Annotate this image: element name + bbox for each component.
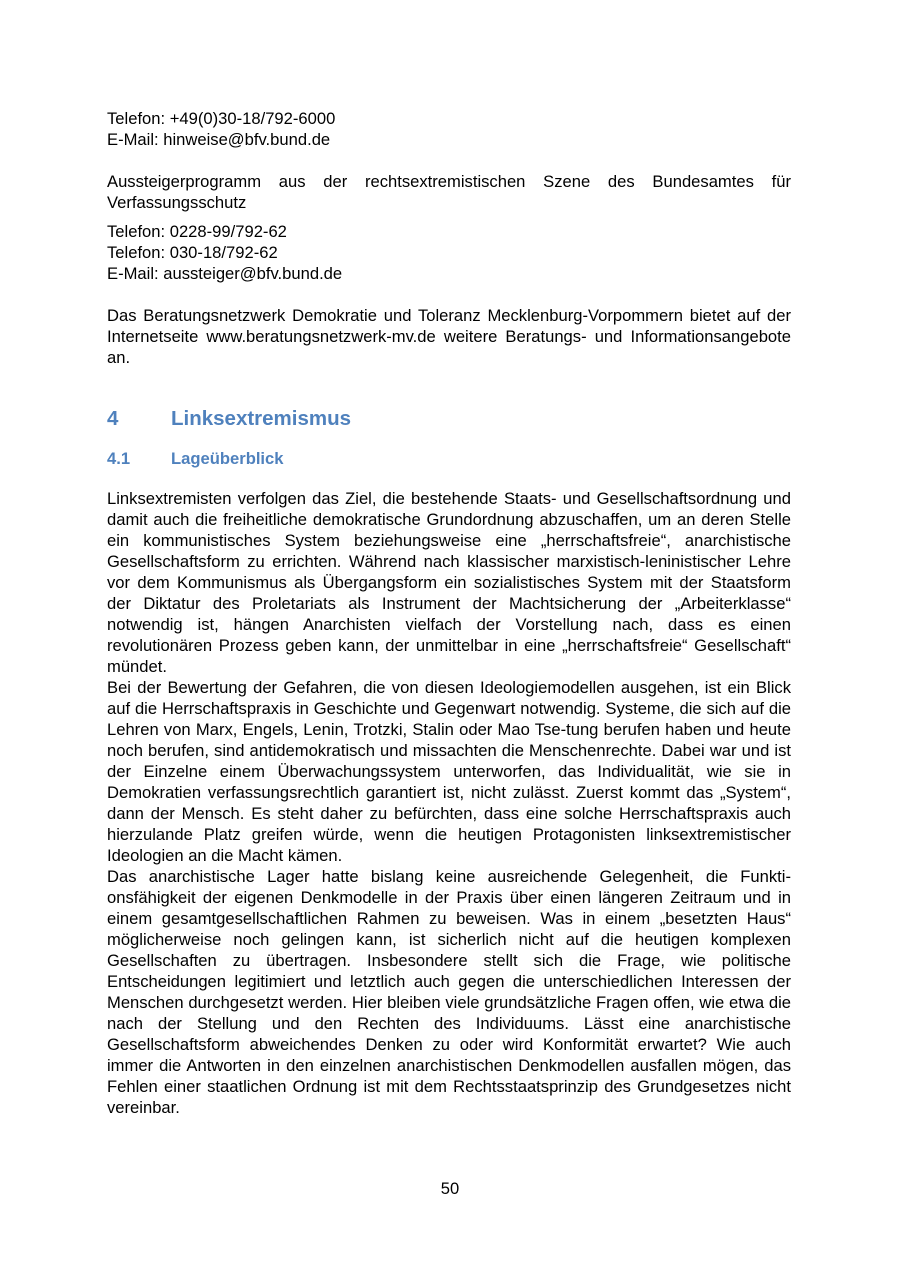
program-phone-1: Telefon: 0228-99/792-62 (107, 222, 287, 241)
spacer (107, 469, 791, 488)
spacer (107, 431, 791, 448)
contact-email: E-Mail: hinweise@bfv.bund.de (107, 130, 331, 149)
spacer (107, 368, 791, 407)
subsection-heading (107, 448, 791, 469)
body-paragraph-3: Das anarchistische Lager hatte bislang keine ausreichende Gelegenheit, die Funktionsfähigkeit der eigenen Denkmodelle in der Praxis über einen längeren Zeitraum und in einem gesamtgesellschaftlichen Rahmen zu beweisen. Was in einem „besetzten Haus“ möglicherweise noch gelingen kann, ist sicherlich nicht auf die heutigen komplexen Gesellschaften zu übertragen. Insbesondere stellt sich die Frage, wie politische Entscheidungen legitimiert und letztlich auch gegen die unterschiedlichen Interessen der Menschen durchgesetzt werden. Hier bleiben viele grundsätzliche Fragen offen, wie etwa die nach der Stellung und den Rechten des Individuums. Lässt eine anarchistische Gesellschaftsform abweichendes Denken zu oder wird Konformität erwartet? Wie auch immer die Antworten in den einzelnen anarchistischen Denkmodellen ausfallen mögen, das Fehlen einer staatlichen Ordnung ist mit dem Rechtsstaatsprinzip des Grundgesetzes nicht vereinbar. (107, 867, 791, 1117)
spacer (107, 213, 791, 221)
section-title: Linksextremismus (171, 407, 352, 430)
program-title: Aussteigerprogramm aus der rechtsextremistischen Szene des Bundesamtes für Verfassungsschutz (107, 172, 791, 212)
section-heading (107, 407, 791, 431)
document-page (107, 108, 791, 1118)
spacer (107, 284, 791, 305)
contact-phone: Telefon: +49(0)30-18/792-6000 (107, 109, 336, 128)
program-email: E-Mail: aussteiger@bfv.bund.de (107, 264, 343, 283)
subsection-title: Lageüberblick (171, 449, 284, 468)
body-paragraph-2: Bei der Bewertung der Gefahren, die von diesen Ideologiemodellen ausgehen, ist ein Blick auf die Herrschaftspraxis in Geschichte und Gegenwart notwendig. Systeme, die sich auf die Lehren von Marx, Engels, Lenin, Trotzki, Stalin oder Mao Tse-tung berufen haben und heute noch berufen, sind antidemokratisch und missachten die Menschenrechte. Dabei war und ist der Einzelne einem Überwachungssystem unterworfen, das Individualität, wie sie in Demokratien verfassungsrechtlich garantiert ist, nicht zulässt. Zuerst kommt das „System“, dann der Mensch. Es steht daher zu befürchten, dass eine solche Herrschaftspraxis auch hierzulande Platz greifen würde, wenn die heutigen Protagonisten linksextremistischer Ideologien an die Macht kämen. (107, 678, 791, 865)
section-number: 4 (107, 407, 119, 430)
network-paragraph: Das Beratungsnetzwerk Demokratie und Toleranz Mecklenburg-Vorpommern bietet auf der Internetseite www.beratungsnetzwerk-mv.de weitere Beratungs- und Informationsangebote an. (107, 306, 791, 367)
body-paragraph-1: Linksextremisten verfolgen das Ziel, die bestehende Staats- und Gesellschaftsordnung und damit auch die freiheitliche demokratische Grundordnung abzuschaffen, um an deren Stelle ein kommunistisches System beziehungsweise eine „herrschaftsfreie“, anarchistische Gesellschaftsform zu errichten. Während nach klassischer marxistisch-leninistischer Lehre vor dem Kommunismus als Übergangsform ein sozialistisches System mit der Staatsform der Diktatur des Proletariats als Instrument der Machtsicherung der „Arbeiterklasse“ notwendig ist, hängen Anarchisten vielfach der Vorstellung nach, dass es einen revolutionären Prozess geben kann, der unmittelbar in eine „herrschaftsfreie“ Gesellschaft“ mündet. (107, 489, 791, 676)
program-phone-2: Telefon: 030-18/792-62 (107, 243, 278, 262)
page-number: 50 (440, 1179, 460, 1198)
spacer (107, 150, 791, 171)
subsection-number: 4.1 (107, 449, 131, 468)
